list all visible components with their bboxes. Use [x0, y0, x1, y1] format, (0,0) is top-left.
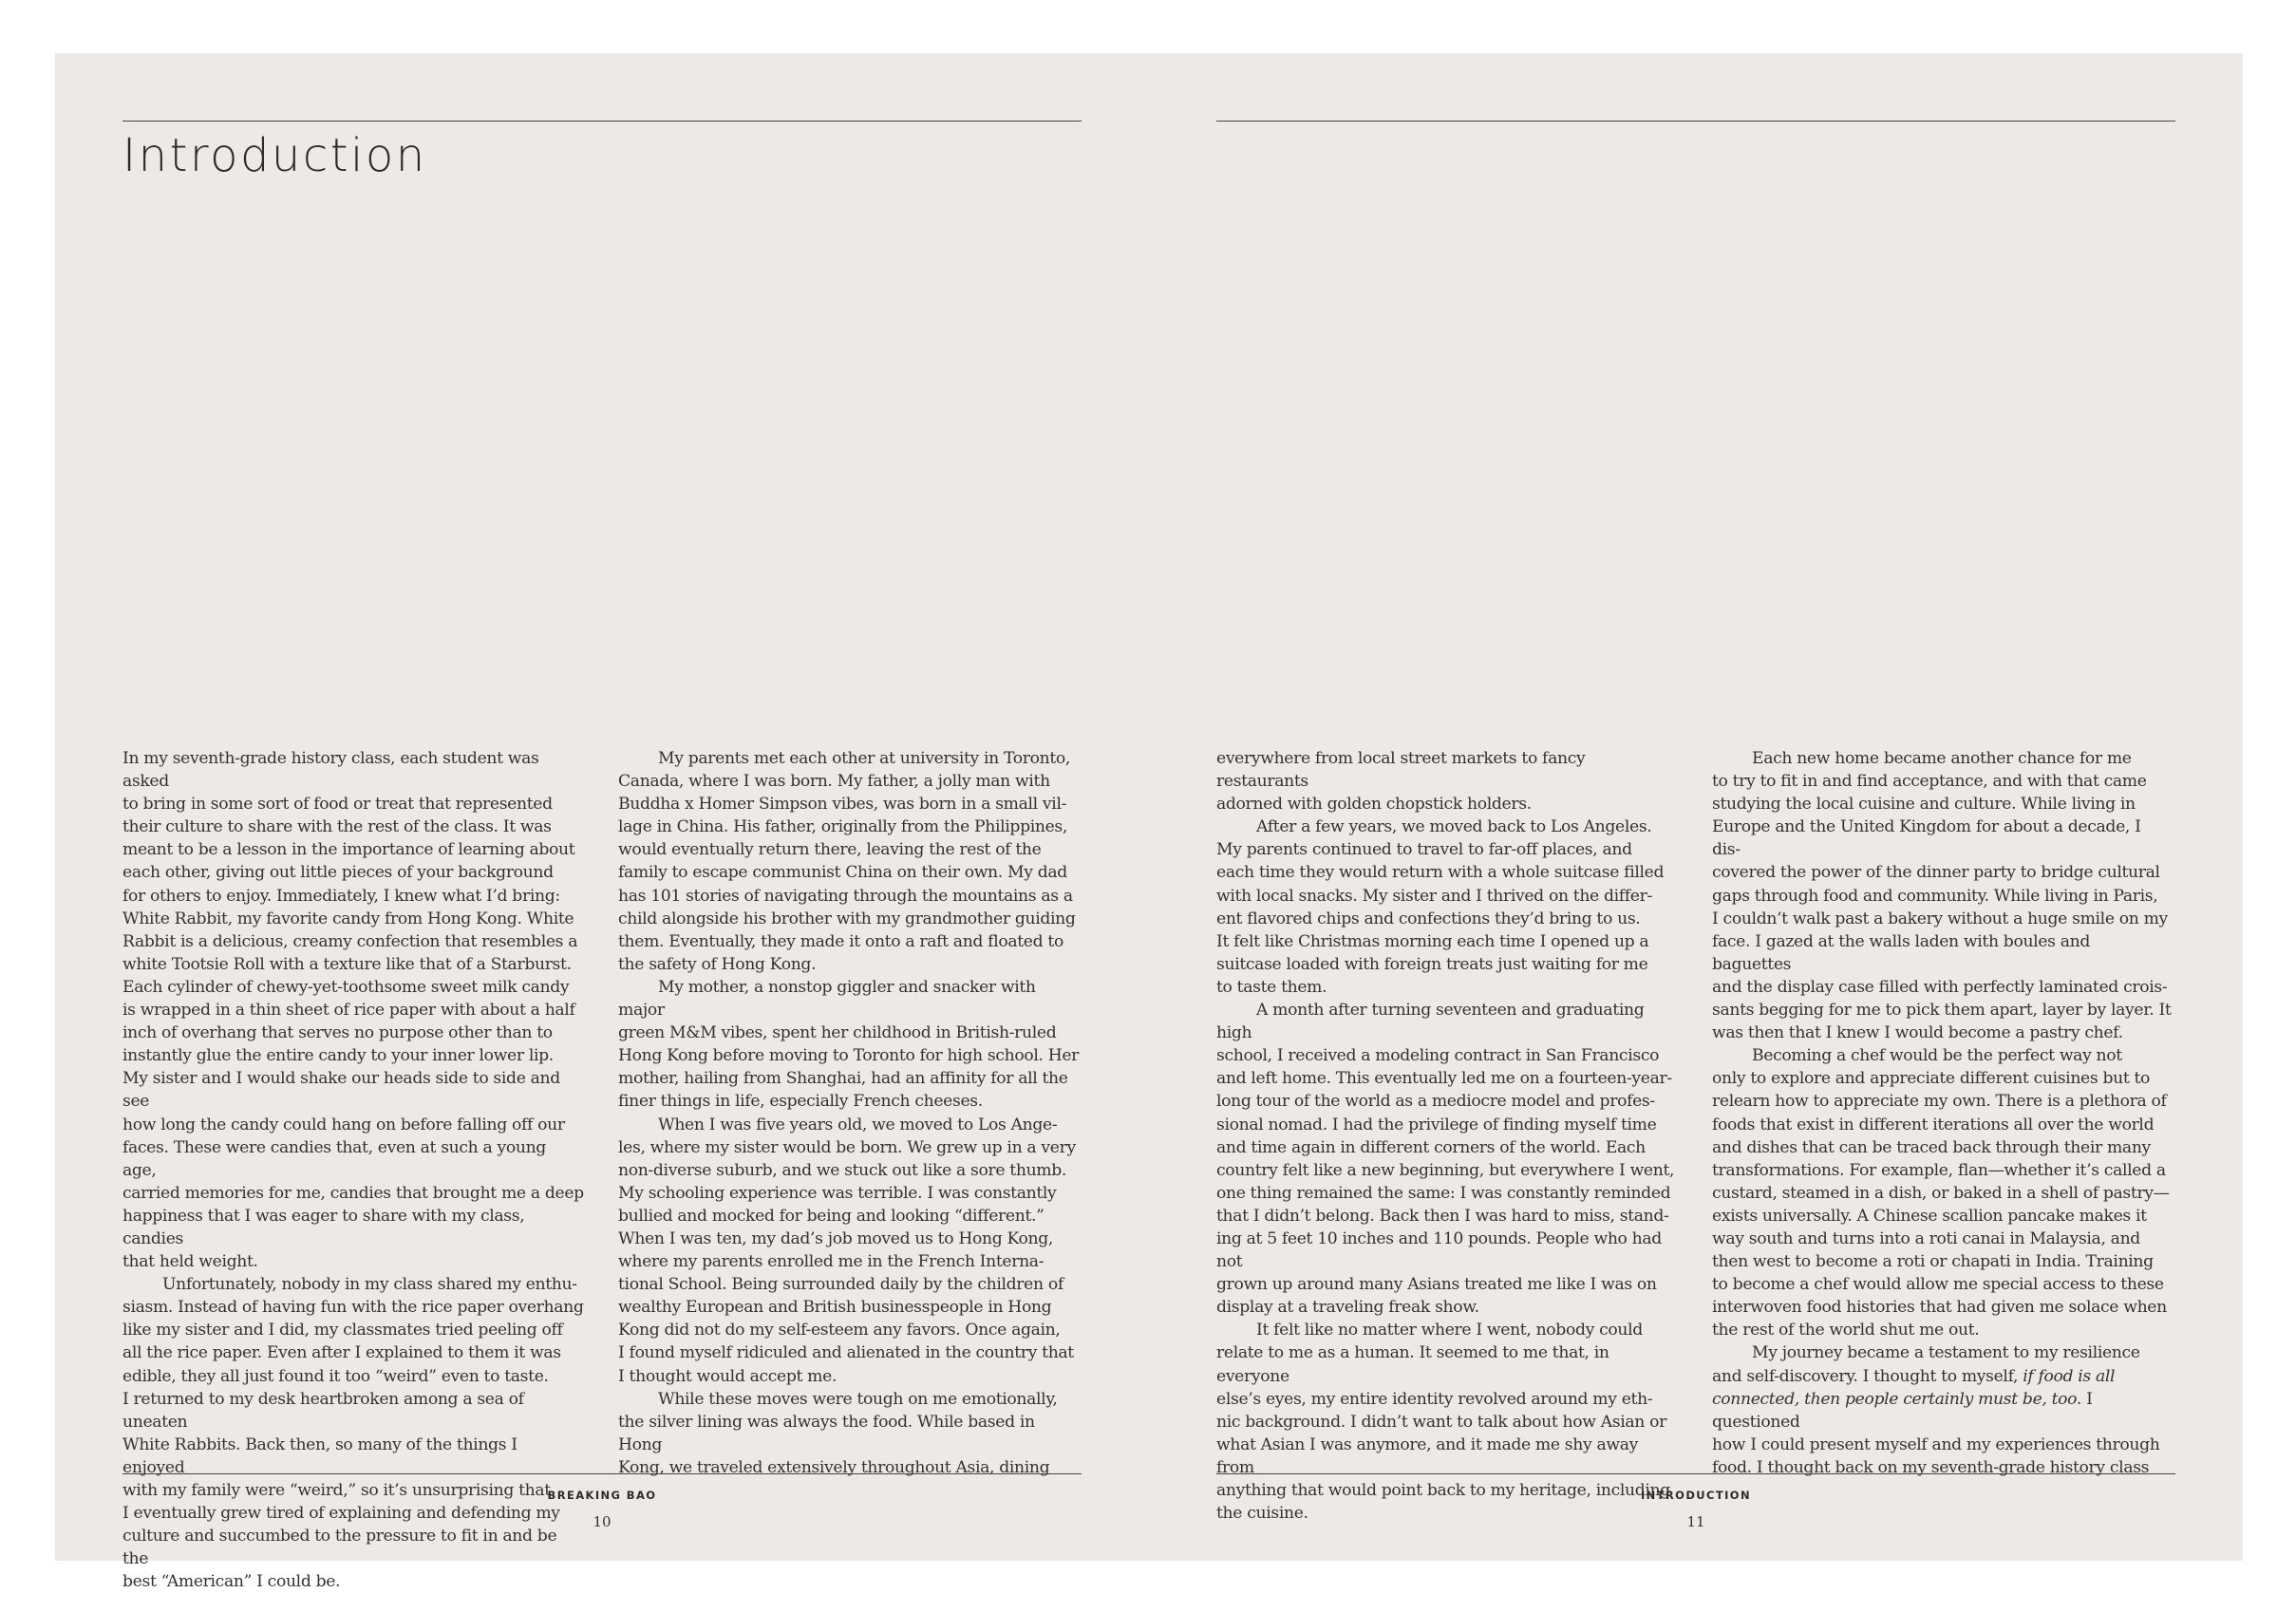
paragraph: It felt like no matter where I went, nobody could relate to me as a human. It seemed to me that, in everyone else’s eyes, my entire identity revolved around my eth- nic background. I didn’t want to talk about how Asian or what Asian I was anymore, and it made me shy away from anything that would point back to my heritage, including the cuisine.	[1216, 1321, 1670, 1524]
page-number: 11	[1686, 1513, 1705, 1530]
left-page	[122, 53, 1082, 1592]
paragraph-text: My journey became a testament to my resilience and self-discovery. I thought to myself,	[1712, 1343, 2140, 1386]
paragraph: Becoming a chef would be the perfect way not only to explore and appreciate different cuisines but to relearn how to appreciate my own. There is a plethora of foods that exist in different iterations all over the world and dishes that can be traced back through their many transformations. For example, flan—whether it’s called a custard, steamed in a dish, or baked in a shell of pastry— exists universally. A Chinese scallion pancake makes it way south and turns into a roti canai in Malaysia, and then west to become a roti or chapati in India. Training to become a chef would allow me special access to these interwoven food histories that had given me solace when the rest of the world shut me out.	[1712, 1046, 2170, 1340]
paragraph: My mother, a nonstop giggler and snacker with major green M&M vibes, spent her childhood in British-ruled Hong Kong before moving to Toronto for high school. Her mother, hailing from Shanghai, had an affinity for all the finer things in life, especially French cheeses.	[618, 977, 1080, 1112]
paragraph: Each new home became another chance for me to try to fit in and find acceptance, and with that came studying the local cuisine and culture. While living in Europe and the United Kingdom for about a decade, I dis- covered the power of the dinner party to bridge cultural gaps through food and community. While living in Paris, I couldn’t walk past a bakery without a huge smile on my face. I gazed at the walls laden with boules and baguettes and the display case filled with perfectly laminated crois- sants begging for me to pick them apart, layer by layer. It was then that I knew I would become a pastry chef.	[1712, 749, 2172, 1043]
page-title: Introduction	[122, 129, 427, 182]
paragraph-text: I questioned how I could present myself and my experiences through food. I thought back on my seventh-grade history class	[1712, 1389, 2160, 1477]
paragraph: Unfortunately, nobody in my class shared my enthu- siasm. Instead of having fun with the rice paper overhang like my sister and I did, my classmates tried peeling off all the rice paper. Even after I explained to them it was edible, they all just found it too “weird” even to taste. I returned to my desk heartbroken among a sea of uneaten White Rabbits. Back then, so many of the things I enjoyed with my family were “weird,” so it’s unsurprising that I eventually grew tired of explaining and defending my culture and succumbed to the pressure to fit in and be the best “American” I could be.	[122, 1275, 584, 1592]
running-head: INTRODUCTION	[1640, 1489, 1752, 1502]
bottom-rule	[122, 1473, 1082, 1474]
paragraph: In my seventh-grade history class, each student was asked to bring in some sort of food or treat that represented their culture to share with the rest of the class. It was meant to be a lesson in the importance of learning about each other, giving out little pieces of your background for others to enjoy. Immediately, I knew what I’d bring: White Rabbit, my favorite candy from Hong Kong. White Rabbit is a delicious, creamy confection that resembles a white Tootsie Roll with a texture like that of a Starburst. Each cylinder of chewy-yet-toothsome sweet milk candy is wrapped in a thin sheet of rice paper with about a half inch of overhang that serves no purpose other than to instantly glue the entire candy to your inner lower lip. My sister and I would shake our heads side to side and see how long the candy could hang on before falling off our faces. These were candies that, even at such a young age, carried memories for me, candies that brought me a deep happiness that I was eager to share with my class, candies that held weight.	[122, 749, 584, 1272]
italic-text: if food is all connected, then people certainly must be, too.	[1712, 1366, 2116, 1409]
text-column	[122, 747, 584, 1593]
text-column	[1712, 747, 2174, 1479]
paragraph: My parents met each other at university in Toronto, Canada, where I was born. My father, a jolly man with Buddha x Homer Simpson vibes, was born in a small vil- lage in China. His father, originally from the Philippines, would eventually return there, leaving the rest of the family to escape communist China on their own. My dad has 101 stories of navigating through the mountains as a child alongside his brother with my grandmother guiding them. Eventually, they made it onto a raft and floated to the safety of Hong Kong.	[618, 749, 1076, 974]
bottom-rule	[1216, 1473, 2175, 1474]
page-number: 10	[593, 1513, 612, 1530]
text-column	[618, 747, 1080, 1479]
paragraph: After a few years, we moved back to Los Angeles. My parents continued to travel to far-off places, and each time they would return with a whole suitcase filled with local snacks. My sister and I thrived on the differ- ent flavored chips and confections they’d bring to us. It felt like Christmas morning each time I opened up a suitcase loaded with foreign treats just waiting for me to taste them.	[1216, 817, 1665, 997]
top-rule	[122, 121, 1082, 122]
paragraph: When I was five years old, we moved to Los Ange- les, where my sister would be born. We grew up in a very non-diverse suburb, and we stuck out like a sore thumb. My schooling experience was terrible. I was constantly bullied and mocked for being and looking “different.” When I was ten, my dad’s job moved us to Hong Kong, where my parents enrolled me in the French Interna- tional School. Being surrounded daily by the children of wealthy European and British businesspeople in Hong Kong did not do my self-esteem any favors. Once again, I found myself ridiculed and alienated in the country that I thought would accept me.	[618, 1115, 1076, 1386]
running-head: BREAKING BAO	[547, 1489, 657, 1502]
paragraph: While these moves were tough on me emotionally, the silver lining was always the food. While based in Hong Kong, we traveled extensively throughout Asia, dining	[618, 1389, 1058, 1477]
right-page	[1216, 53, 2175, 1561]
paragraph: everywhere from local street markets to fancy restaurants adorned with golden chopstick holders.	[1216, 749, 1586, 815]
paragraph: A month after turning seventeen and graduating high school, I received a modeling contract in San Francisco and left home. This eventually led me on a fourteen-year- long tour of the world as a mediocre model and profes- sional nomad. I had the privilege of finding myself time and time again in different corners of the world. Each country felt like a new beginning, but everywhere I went, one thing remained the same: I was constantly reminded that I didn’t belong. Back then I was hard to miss, stand- ing at 5 feet 10 inches and 110 pounds. People who had not grown up around many Asians treated me like I was on display at a traveling freak show.	[1216, 1001, 1675, 1318]
top-rule	[1216, 121, 2175, 122]
book-spread	[55, 53, 2243, 1592]
paragraph	[1712, 1341, 2174, 1479]
text-column	[1216, 747, 1678, 1525]
